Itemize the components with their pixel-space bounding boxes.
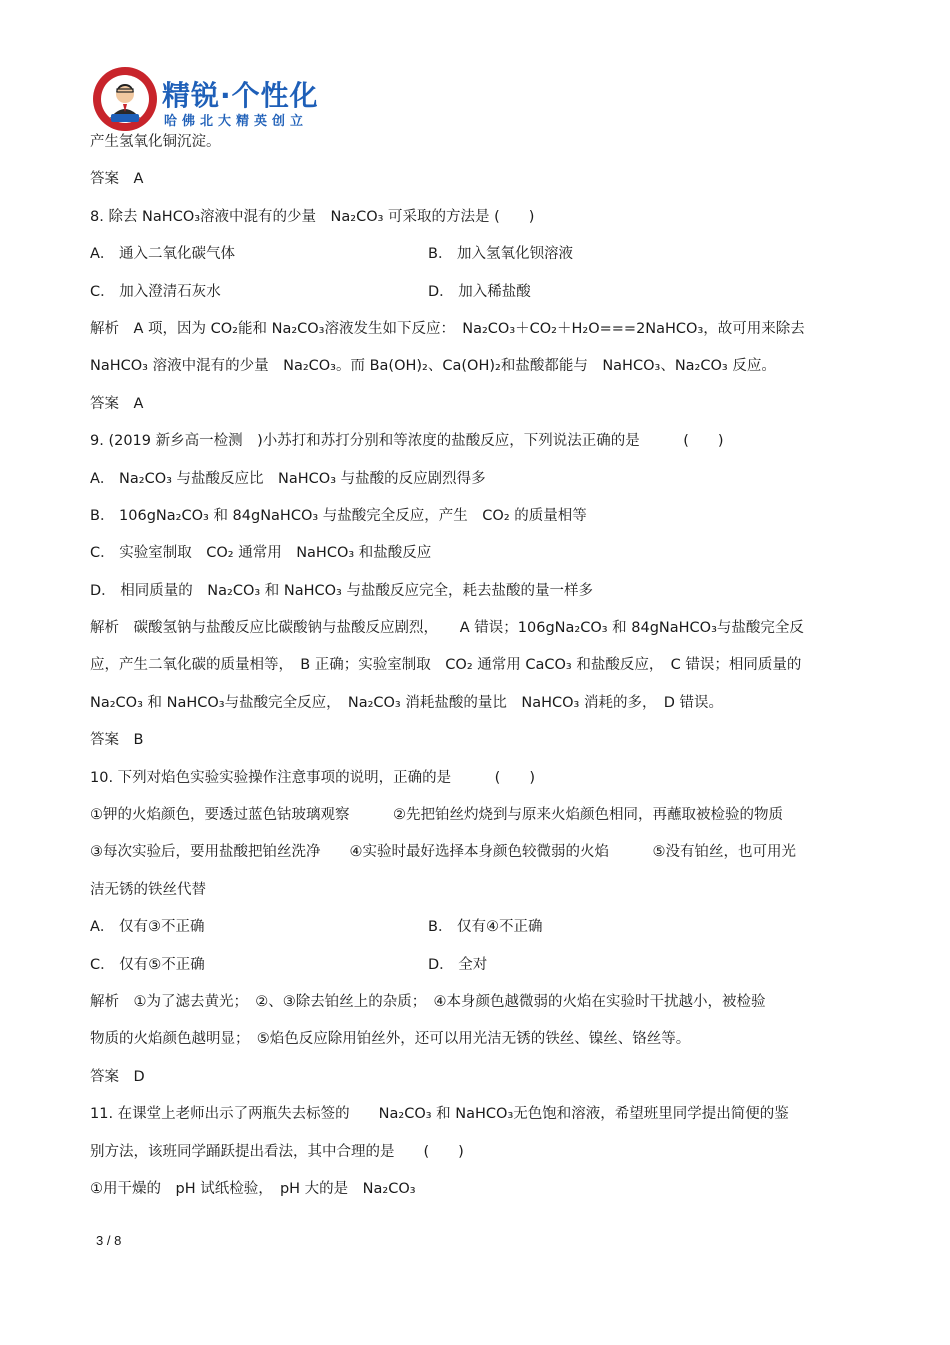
options-row bbox=[90, 282, 860, 302]
analysis-line: 物质的火焰颜色越明显； ⑤焰色反应除用铂丝外，还可以用光洁无锈的铁丝、镍丝、铬丝等。 bbox=[90, 1031, 691, 1048]
statement-line: 洁无锈的铁丝代替 bbox=[90, 881, 206, 898]
analysis-line: NaHCO₃ 溶液中混有的少量 Na₂CO₃。而 Ba(OH)₂、Ca(OH)₂和盐酸都能与 NaHCO₃、Na₂CO₃ 反应。 bbox=[90, 358, 776, 375]
answer-line: 答案 A bbox=[90, 395, 144, 412]
option-b: B． 106gNa₂CO₃ 和 84gNaHCO₃ 与盐酸完全反应，产生 CO₂ 的质量相等 bbox=[90, 507, 587, 524]
option-c: C． 仅有⑤不正确 bbox=[90, 956, 205, 973]
statement-line: ①用干燥的 pH 试纸检验， pH 大的是 Na₂CO₃ bbox=[90, 1180, 416, 1197]
page-number: 3 / 8 bbox=[96, 1233, 122, 1248]
statement-line: ③每次实验后，要用盐酸把铂丝洗净 ④实验时最好选择本身颜色较微弱的火焰 ⑤没有铂丝，也可用光 bbox=[90, 844, 796, 861]
question-11: 11. 在课堂上老师出示了两瓶失去标签的 Na₂CO₃ 和 NaHCO₃无色饱和溶液，希望班里同学提出简便的鉴 bbox=[90, 1106, 789, 1123]
option-a: A． Na₂CO₃ 与盐酸反应比 NaHCO₃ 与盐酸的反应剧烈得多 bbox=[90, 470, 486, 487]
option-b: B． 加入氢氧化钡溶液 bbox=[428, 246, 574, 263]
text-line: 产生氢氧化铜沉淀。 bbox=[90, 134, 221, 150]
answer-line: 答案 A bbox=[90, 171, 144, 188]
analysis-line: 解析 A 项，因为 CO₂能和 Na₂CO₃溶液发生如下反应： Na₂CO₃＋CO₂＋H₂O===2NaHCO₃，故可用来除去 bbox=[90, 320, 805, 337]
option-d: D． 加入稀盐酸 bbox=[428, 283, 531, 300]
statement-line: ①钾的火焰颜色，要透过蓝色钴玻璃观察 ②先把铂丝灼烧到与原来火焰颜色相同，再蘸取被检验的物质 bbox=[90, 807, 783, 824]
brand-title: 精锐·个性化 bbox=[162, 79, 319, 112]
document-body bbox=[90, 132, 860, 1216]
analysis-line: 解析 ①为了滤去黄光； ②、③除去铂丝上的杂质； ④本身颜色越微弱的火焰在实验时干扰越小，被检验 bbox=[90, 993, 766, 1010]
question-9: 9. (2019 新乡高一检测 )小苏打和苏打分别和等浓度的盐酸反应，下列说法正确的是 ( ) bbox=[90, 433, 724, 450]
header-logo bbox=[92, 66, 392, 132]
option-d: D． 相同质量的 Na₂CO₃ 和 NaHCO₃ 与盐酸反应完全，耗去盐酸的量一样多 bbox=[90, 582, 593, 599]
option-a: A． 仅有③不正确 bbox=[90, 919, 205, 936]
options-row bbox=[90, 955, 860, 975]
options-row bbox=[90, 917, 860, 937]
brand-subtitle: 哈佛北大精英创立 bbox=[164, 114, 309, 129]
option-c: C． 加入澄清石灰水 bbox=[90, 283, 221, 300]
option-d: D． 全对 bbox=[428, 956, 488, 973]
analysis-line: Na₂CO₃ 和 NaHCO₃与盐酸完全反应， Na₂CO₃ 消耗盐酸的量比 NaHCO₃ 消耗的多， D 错误。 bbox=[90, 694, 723, 711]
analysis-line: 应，产生二氧化碳的质量相等， B 正确；实验室制取 CO₂ 通常用 CaCO₃ 和盐酸反应， C 错误；相同质量的 bbox=[90, 657, 802, 674]
option-b: B． 仅有④不正确 bbox=[428, 919, 543, 936]
options-row bbox=[90, 244, 860, 264]
option-c: C． 实验室制取 CO₂ 通常用 NaHCO₃ 和盐酸反应 bbox=[90, 545, 432, 562]
question-10: 10. 下列对焰色实验实验操作注意事项的说明，正确的是 ( ) bbox=[90, 769, 535, 786]
question-11-continued: 别方法，该班同学踊跃提出看法，其中合理的是 ( ) bbox=[90, 1143, 464, 1160]
answer-line: 答案 B bbox=[90, 732, 144, 749]
seal-logo-icon bbox=[92, 66, 158, 132]
analysis-line: 解析 碳酸氢钠与盐酸反应比碳酸钠与盐酸反应剧烈， A 错误；106gNa₂CO₃ 和 84gNaHCO₃与盐酸完全反 bbox=[90, 620, 804, 637]
question-8: 8. 除去 NaHCO₃溶液中混有的少量 Na₂CO₃ 可采取的方法是 ( ) bbox=[90, 208, 535, 225]
option-a: A． 通入二氧化碳气体 bbox=[90, 246, 236, 263]
answer-line: 答案 D bbox=[90, 1068, 145, 1085]
